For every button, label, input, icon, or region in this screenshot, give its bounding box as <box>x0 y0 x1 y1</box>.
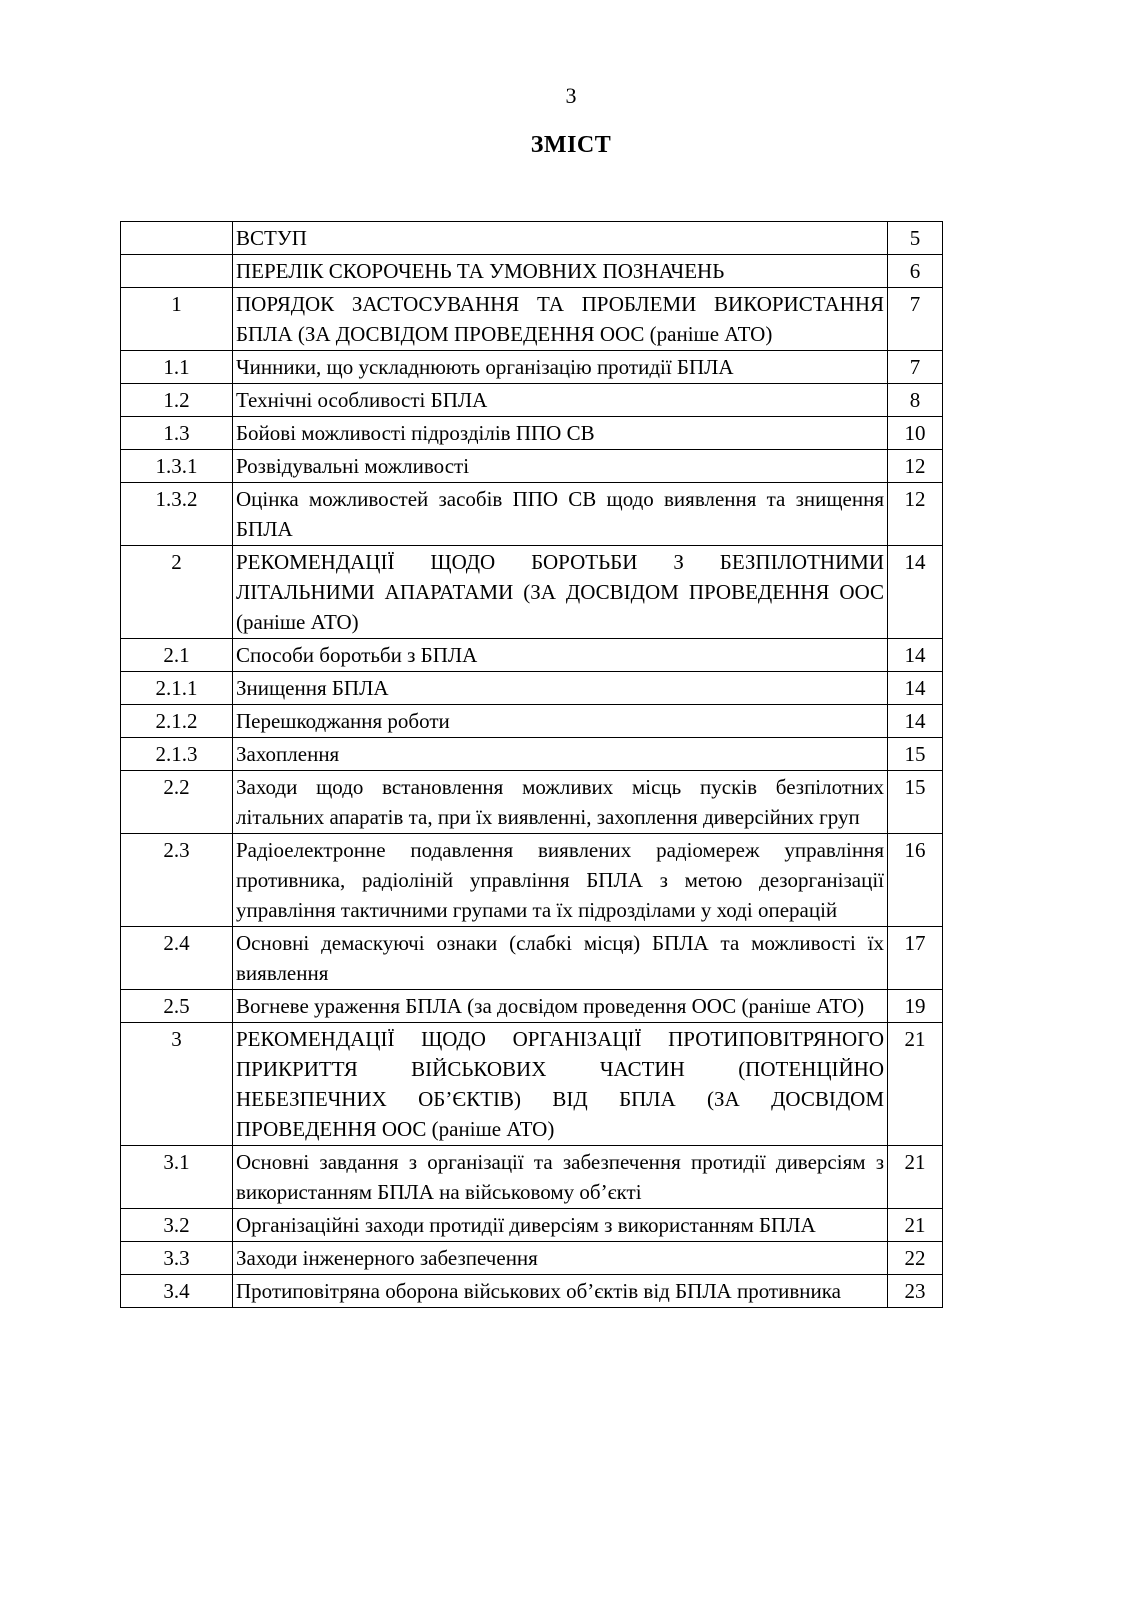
toc-row-title: Радіоелектронне подавлення виявлених радіомереж управління противника, радіоліній управління БПЛА з метою дезорганізації управління тактичними групами та їх підрозділами у ході операцій <box>233 834 888 927</box>
toc-row <box>121 384 943 417</box>
toc-row <box>121 705 943 738</box>
toc-row-page: 16 <box>888 834 943 927</box>
toc-row-page: 15 <box>888 738 943 771</box>
toc-row-number: 2.1.1 <box>121 672 233 705</box>
toc-table <box>120 221 943 1308</box>
toc-row-number: 1.1 <box>121 351 233 384</box>
toc-row-title: Захоплення <box>233 738 888 771</box>
toc-row-number: 1.3.2 <box>121 483 233 546</box>
page-number: 3 <box>565 83 577 108</box>
toc-row-title: Бойові можливості підрозділів ППО СВ <box>233 417 888 450</box>
toc-row-number: 2.4 <box>121 927 233 990</box>
toc-row-number: 2.1.3 <box>121 738 233 771</box>
toc-row-number: 3 <box>121 1023 233 1146</box>
toc-row-title: Оцінка можливостей засобів ППО СВ щодо виявлення та знищення БПЛА <box>233 483 888 546</box>
toc-row-page: 17 <box>888 927 943 990</box>
toc-row <box>121 255 943 288</box>
toc-row-title: РЕКОМЕНДАЦІЇ ЩОДО ОРГАНІЗАЦІЇ ПРОТИПОВІТРЯНОГО ПРИКРИТТЯ ВІЙСЬКОВИХ ЧАСТИН (ПОТЕНЦІЙНО НЕБЕЗПЕЧНИХ ОБ’ЄКТІВ) ВІД БПЛА (ЗА ДОСВІДОМ ПРОВЕДЕННЯ ООС (раніше АТО) <box>233 1023 888 1146</box>
toc-row-title: Технічні особливості БПЛА <box>233 384 888 417</box>
toc-row <box>121 1023 943 1146</box>
toc-row-number: 2.1 <box>121 639 233 672</box>
toc-row-page: 22 <box>888 1242 943 1275</box>
toc-row <box>121 546 943 639</box>
toc-row <box>121 639 943 672</box>
toc-row-page: 14 <box>888 546 943 639</box>
toc-row-number: 2.2 <box>121 771 233 834</box>
toc-row <box>121 927 943 990</box>
toc-row-page: 8 <box>888 384 943 417</box>
toc-row-number: 3.3 <box>121 1242 233 1275</box>
toc-row-number: 2.3 <box>121 834 233 927</box>
toc-row-page: 21 <box>888 1209 943 1242</box>
toc-row-title: Заходи інженерного забезпечення <box>233 1242 888 1275</box>
toc-row <box>121 450 943 483</box>
toc-row-page: 19 <box>888 990 943 1023</box>
toc-row <box>121 1242 943 1275</box>
toc-row-title: Вогневе ураження БПЛА (за досвідом проведення ООС (раніше АТО) <box>233 990 888 1023</box>
toc-row-page: 6 <box>888 255 943 288</box>
toc-row <box>121 1275 943 1308</box>
toc-row <box>121 351 943 384</box>
toc-row-number: 1.3.1 <box>121 450 233 483</box>
toc-row-page: 21 <box>888 1146 943 1209</box>
toc-row-title: Основні завдання з організації та забезпечення протидії диверсіям з використанням БПЛА на військовому об’єкті <box>233 1146 888 1209</box>
toc-row-page: 15 <box>888 771 943 834</box>
toc-row-number <box>121 222 233 255</box>
toc-row-page: 14 <box>888 705 943 738</box>
toc-row-page: 12 <box>888 483 943 546</box>
toc-row-page: 23 <box>888 1275 943 1308</box>
toc-row-title: Перешкоджання роботи <box>233 705 888 738</box>
toc-row-number: 3.2 <box>121 1209 233 1242</box>
toc-row <box>121 990 943 1023</box>
toc-row <box>121 222 943 255</box>
toc-row-number: 2.5 <box>121 990 233 1023</box>
toc-row <box>121 288 943 351</box>
toc-row-page: 21 <box>888 1023 943 1146</box>
toc-row-page: 10 <box>888 417 943 450</box>
toc-row-number: 1.2 <box>121 384 233 417</box>
toc-row <box>121 771 943 834</box>
toc-row-number <box>121 255 233 288</box>
toc-row-page: 5 <box>888 222 943 255</box>
toc-row <box>121 738 943 771</box>
toc-row-page: 12 <box>888 450 943 483</box>
toc-row-title: Знищення БПЛА <box>233 672 888 705</box>
toc-row <box>121 672 943 705</box>
toc-row-number: 2.1.2 <box>121 705 233 738</box>
toc-row-title: Заходи щодо встановлення можливих місць пусків безпілотних літальних апаратів та, при їх виявленні, захоплення диверсійних груп <box>233 771 888 834</box>
toc-row-title: ПОРЯДОК ЗАСТОСУВАННЯ ТА ПРОБЛЕМИ ВИКОРИСТАННЯ БПЛА (ЗА ДОСВІДОМ ПРОВЕДЕННЯ ООС (раніше АТО) <box>233 288 888 351</box>
toc-row-page: 7 <box>888 288 943 351</box>
toc-row <box>121 483 943 546</box>
toc-row-title: Основні демаскуючі ознаки (слабкі місця) БПЛА та можливості їх виявлення <box>233 927 888 990</box>
toc-row-title: Розвідувальні можливості <box>233 450 888 483</box>
toc-row-page: 14 <box>888 672 943 705</box>
toc-row-page: 14 <box>888 639 943 672</box>
toc-row-title: ПЕРЕЛІК СКОРОЧЕНЬ ТА УМОВНИХ ПОЗНАЧЕНЬ <box>233 255 888 288</box>
toc-table-body <box>121 222 943 1308</box>
toc-row-title: Способи боротьби з БПЛА <box>233 639 888 672</box>
toc-row-title: ВСТУП <box>233 222 888 255</box>
toc-row <box>121 834 943 927</box>
toc-row-number: 1.3 <box>121 417 233 450</box>
toc-row-title: РЕКОМЕНДАЦІЇ ЩОДО БОРОТЬБИ З БЕЗПІЛОТНИМИ ЛІТАЛЬНИМИ АПАРАТАМИ (ЗА ДОСВІДОМ ПРОВЕДЕННЯ ООС (раніше АТО) <box>233 546 888 639</box>
toc-row-page: 7 <box>888 351 943 384</box>
toc-row-number: 2 <box>121 546 233 639</box>
toc-row-title: Протиповітряна оборона військових об’єктів від БПЛА противника <box>233 1275 888 1308</box>
toc-row <box>121 1209 943 1242</box>
toc-row <box>121 417 943 450</box>
toc-row-number: 3.4 <box>121 1275 233 1308</box>
toc-row-title: Організаційні заходи протидії диверсіям з використанням БПЛА <box>233 1209 888 1242</box>
toc-row-number: 3.1 <box>121 1146 233 1209</box>
page-title: ЗМІСТ <box>530 132 612 158</box>
toc-row-title: Чинники, що ускладнюють організацію протидії БПЛА <box>233 351 888 384</box>
toc-row-number: 1 <box>121 288 233 351</box>
toc-row <box>121 1146 943 1209</box>
